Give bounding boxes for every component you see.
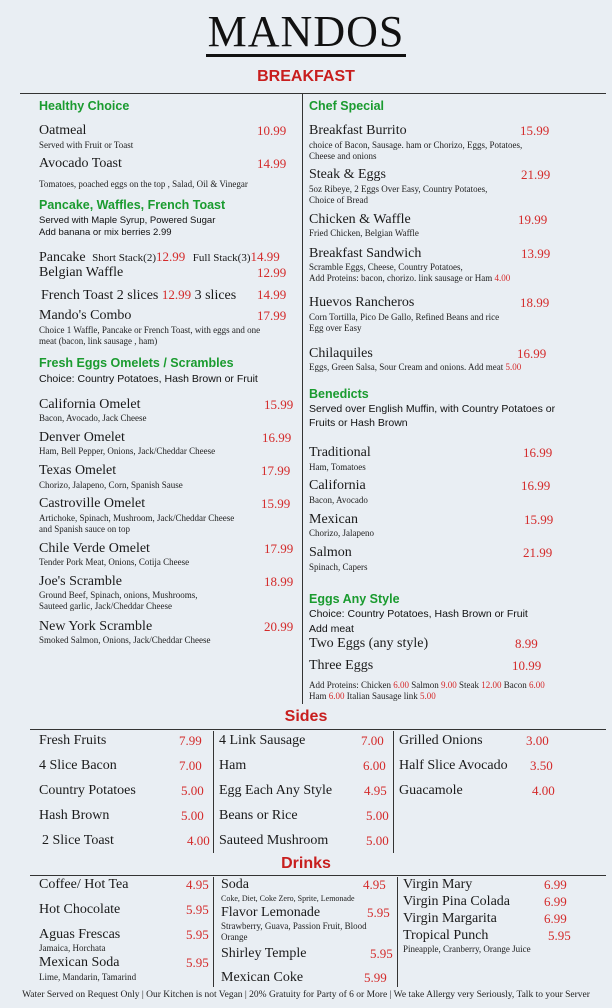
mexican-soda-name: Mexican Soda xyxy=(39,955,120,970)
column-divider xyxy=(302,94,303,704)
side-price: 4.00 xyxy=(187,833,210,848)
sides-title: Sides xyxy=(284,708,328,725)
mexican-soda-price: 5.95 xyxy=(186,955,209,970)
two-eggs-name: Two Eggs (any style) xyxy=(309,636,429,651)
side-item: Beans or Rice xyxy=(219,808,298,823)
side-price: 3.50 xyxy=(530,758,553,773)
side-item: Hash Brown xyxy=(39,808,110,823)
huevos-desc1: Corn Tortilla, Pico De Gallo, Refined Beans and rice xyxy=(309,312,500,322)
full-stack-label: Full Stack(3) xyxy=(192,252,251,264)
column-divider xyxy=(213,731,214,853)
omelet-price: 17.99 xyxy=(264,541,294,556)
aguas-price: 5.95 xyxy=(186,927,209,942)
avocado-toast-name: Avocado Toast xyxy=(39,156,122,171)
chicken-waffle-price: 19.99 xyxy=(518,212,548,227)
side-item: Country Potatoes xyxy=(39,783,136,798)
chilaquiles-meat-price: 5.00 xyxy=(505,362,522,372)
mexican-coke-name: Mexican Coke xyxy=(221,970,304,985)
short-stack-price: 12.99 xyxy=(156,249,186,264)
mexican-soda-desc: Lime, Mandarin, Tamarind xyxy=(39,972,137,982)
huevos-price: 18.99 xyxy=(520,295,550,310)
chocolate-price: 5.95 xyxy=(186,902,209,917)
omelet-name: Texas Omelet xyxy=(39,463,117,478)
omelet-name: Chile Verde Omelet xyxy=(39,541,150,556)
side-item: 4 Link Sausage xyxy=(219,733,306,748)
steak-eggs-desc2: Choice of Bread xyxy=(309,195,368,205)
virgin-mary-price: 6.99 xyxy=(544,877,567,892)
side-item: 4 Slice Bacon xyxy=(39,758,117,773)
aguas-name: Aguas Frescas xyxy=(39,927,121,942)
two-eggs-price: 8.99 xyxy=(515,636,538,651)
restaurant-logo: MANDOS xyxy=(207,7,405,56)
burrito-name: Breakfast Burrito xyxy=(309,123,407,138)
soda-desc: Coke, Diet, Coke Zero, Sprite, Lemonade xyxy=(221,894,355,903)
pancake-name: Pancake xyxy=(39,250,86,265)
flavor-lemonade-desc2: Orange xyxy=(221,932,248,942)
eggs-any-sub1: Choice: Country Potatoes, Hash Brown or Fruit xyxy=(309,608,528,620)
coffee-price: 4.95 xyxy=(186,877,209,892)
full-stack-price: 14.99 xyxy=(250,249,280,264)
pancake-row xyxy=(39,249,280,266)
benedict-name: Salmon xyxy=(309,545,352,560)
pancake-sub2: Add banana or mix berries 2.99 xyxy=(39,227,172,238)
chef-special-heading: Chef Special xyxy=(309,99,385,113)
drinks-title: Drinks xyxy=(281,855,331,872)
mexican-coke-price: 5.99 xyxy=(364,970,387,985)
side-price: 7.99 xyxy=(179,733,202,748)
mandos-combo-name: Mando's Combo xyxy=(39,308,132,323)
steak-eggs-desc1: 5oz Ribeye, 2 Eggs Over Easy, Country Potatoes, xyxy=(309,184,488,194)
benedicts-sub1: Served over English Muffin, with Country Potatoes or xyxy=(309,403,556,415)
benedicts-sub2: Fruits or Hash Brown xyxy=(309,417,408,429)
side-item: Egg Each Any Style xyxy=(219,783,333,798)
omelet-price: 17.99 xyxy=(261,463,291,478)
add-proteins-line2: Ham 6.00 Italian Sausage link 5.00 xyxy=(309,691,436,701)
benedict-desc: Chorizo, Jalapeno xyxy=(309,528,374,538)
benedict-desc: Ham, Tomatoes xyxy=(309,462,366,472)
virgin-pina-colada-name: Virgin Pina Colada xyxy=(403,894,511,909)
omelet-price: 20.99 xyxy=(264,619,294,634)
omelet-desc2: Sauteed garlic, Jack/Cheddar Cheese xyxy=(39,601,172,611)
french-toast-row xyxy=(41,287,236,304)
omelet-name: Joe's Scramble xyxy=(39,574,123,589)
footer-note: Water Served on Request Only | Our Kitchen is not Vegan | 20% Gratuity for Party of 6 or More | We take Allergy very Seriously, Talk to your Server xyxy=(22,990,590,1000)
pancake-sub1: Served with Maple Syrup, Powered Sugar xyxy=(39,215,216,226)
omelet-name: California Omelet xyxy=(39,397,141,412)
omelet-price: 16.99 xyxy=(262,430,292,445)
omelet-desc: Ground Beef, Spinach, onions, Mushrooms, xyxy=(39,590,198,600)
omelet-desc: Bacon, Avocado, Jack Cheese xyxy=(39,413,147,423)
omelet-name: New York Scramble xyxy=(39,619,153,634)
three-eggs-price: 10.99 xyxy=(512,658,542,673)
tropical-punch-name: Tropical Punch xyxy=(403,928,489,943)
mandos-combo-desc2: meat (bacon, link sausage , ham) xyxy=(39,336,158,346)
avocado-toast-desc: Tomatoes, poached eggs on the top , Salad, Oil & Vinegar xyxy=(39,179,248,189)
side-item: 2 Slice Toast xyxy=(42,833,114,848)
french-toast-label-3: 3 slices xyxy=(194,288,237,303)
side-price: 7.00 xyxy=(179,758,202,773)
breakfast-sandwich-desc1: Scramble Eggs, Cheese, Country Potatoes, xyxy=(309,262,463,272)
omelet-desc: Smoked Salmon, Onions, Jack/Cheddar Cheese xyxy=(39,635,211,645)
eggs-any-sub2: Add meat xyxy=(309,623,354,635)
omelet-price: 18.99 xyxy=(264,574,294,589)
burrito-price: 15.99 xyxy=(520,123,550,138)
omelet-price: 15.99 xyxy=(261,496,291,511)
omelet-desc: Tender Pork Meat, Onions, Cotija Cheese xyxy=(39,557,190,567)
pancake-heading: Pancake, Waffles, French Toast xyxy=(39,198,226,212)
tropical-punch-price: 5.95 xyxy=(548,928,571,943)
burrito-desc2: Cheese and onions xyxy=(309,151,377,161)
mandos-combo-desc1: Choice 1 Waffle, Pancake or French Toast, with eggs and one xyxy=(39,325,261,335)
flavor-lemonade-desc1: Strawberry, Guava, Passion Fruit, Blood xyxy=(221,921,367,931)
benedict-desc: Bacon, Avocado xyxy=(309,495,368,505)
virgin-mary-name: Virgin Mary xyxy=(403,877,473,892)
divider xyxy=(30,875,606,876)
french-toast-price-3: 14.99 xyxy=(257,287,287,302)
divider xyxy=(30,729,606,730)
side-price: 5.00 xyxy=(181,783,204,798)
side-item: Grilled Onions xyxy=(399,733,483,748)
french-toast-label: French Toast 2 slices xyxy=(41,288,159,303)
soda-price: 4.95 xyxy=(363,877,386,892)
shirley-temple-price: 5.95 xyxy=(370,946,393,961)
three-eggs-name: Three Eggs xyxy=(309,658,374,673)
breakfast-sandwich-desc2: Add Proteins: bacon, chorizo. link sausage or Ham 4.00 xyxy=(309,273,511,283)
french-toast-price-2: 12.99 xyxy=(161,287,192,302)
benedict-name: Mexican xyxy=(309,512,358,527)
side-price: 6.00 xyxy=(363,758,386,773)
chilaquiles-name: Chilaquiles xyxy=(309,346,373,361)
benedict-name: Traditional xyxy=(309,445,371,460)
omelet-price: 15.99 xyxy=(264,397,294,412)
breakfast-sandwich-name: Breakfast Sandwich xyxy=(309,246,422,261)
side-item: Ham xyxy=(219,758,247,773)
burrito-desc1: choice of Bacon, Sausage. ham or Chorizo, Eggs, Potatoes, xyxy=(309,140,523,150)
oatmeal-price: 10.99 xyxy=(257,123,287,138)
huevos-name: Huevos Rancheros xyxy=(309,295,415,310)
oatmeal-desc: Served with Fruit or Toast xyxy=(39,140,134,150)
omelet-desc: Chorizo, Jalapeno, Corn, Spanish Sause xyxy=(39,480,183,490)
short-stack-label: Short Stack(2) xyxy=(92,252,157,264)
benedict-name: California xyxy=(309,478,366,493)
side-price: 5.00 xyxy=(366,808,389,823)
omelet-desc: Ham, Bell Pepper, Onions, Jack/Cheddar Cheese xyxy=(39,446,216,456)
benedict-price: 21.99 xyxy=(523,545,553,560)
column-divider xyxy=(397,877,398,987)
omelet-name: Castroville Omelet xyxy=(39,496,146,511)
steak-eggs-name: Steak & Eggs xyxy=(309,167,386,182)
column-divider xyxy=(213,877,214,987)
benedicts-heading: Benedicts xyxy=(309,387,369,401)
oatmeal-name: Oatmeal xyxy=(39,123,87,138)
add-proteins-line1: Add Proteins: Chicken 6.00 Salmon 9.00 Steak 12.00 Bacon 6.00 xyxy=(309,680,545,690)
flavor-lemonade-price: 5.95 xyxy=(367,905,390,920)
huevos-desc2: Egg over Easy xyxy=(309,323,362,333)
coffee-name: Coffee/ Hot Tea xyxy=(39,877,129,892)
benedict-price: 16.99 xyxy=(521,478,551,493)
sandwich-protein-price: 4.00 xyxy=(494,273,511,283)
belgian-waffle-name: Belgian Waffle xyxy=(39,265,124,280)
side-item: Fresh Fruits xyxy=(39,733,107,748)
flavor-lemonade-name: Flavor Lemonade xyxy=(221,905,321,920)
chilaquiles-desc: Eggs, Green Salsa, Sour Cream and onions. Add meat 5.00 xyxy=(309,362,522,372)
tropical-punch-desc: Pineapple, Cranberry, Orange Juice xyxy=(403,944,531,954)
chicken-waffle-name: Chicken & Waffle xyxy=(309,212,411,227)
omelets-heading: Fresh Eggs Omelets / Scrambles xyxy=(39,356,234,370)
divider xyxy=(20,93,606,94)
virgin-margarita-price: 6.99 xyxy=(544,911,567,926)
breakfast-title: BREAKFAST xyxy=(257,68,355,85)
omelet-desc2: and Spanish sauce on top xyxy=(39,524,130,534)
omelets-sub: Choice: Country Potatoes, Hash Brown or Fruit xyxy=(39,373,258,385)
side-price: 5.00 xyxy=(181,808,204,823)
column-divider xyxy=(393,731,394,853)
shirley-temple-name: Shirley Temple xyxy=(221,946,307,961)
breakfast-sandwich-price: 13.99 xyxy=(521,246,551,261)
side-price: 4.95 xyxy=(364,783,387,798)
side-price: 3.00 xyxy=(526,733,549,748)
eggs-any-style-heading: Eggs Any Style xyxy=(309,592,400,606)
soda-name: Soda xyxy=(221,877,249,892)
steak-eggs-price: 21.99 xyxy=(521,167,551,182)
benedict-price: 15.99 xyxy=(524,512,554,527)
healthy-choice-heading: Healthy Choice xyxy=(39,99,130,113)
benedict-price: 16.99 xyxy=(523,445,553,460)
aguas-desc: Jamaica, Horchata xyxy=(39,943,106,953)
virgin-margarita-name: Virgin Margarita xyxy=(403,911,497,926)
virgin-pina-colada-price: 6.99 xyxy=(544,894,567,909)
side-price: 4.00 xyxy=(532,783,555,798)
chilaquiles-price: 16.99 xyxy=(517,346,547,361)
benedict-desc: Spinach, Capers xyxy=(309,562,368,572)
omelet-name: Denver Omelet xyxy=(39,430,125,445)
mandos-combo-price: 17.99 xyxy=(257,308,287,323)
side-price: 5.00 xyxy=(366,833,389,848)
side-item: Guacamole xyxy=(399,783,463,798)
side-item: Sauteed Mushroom xyxy=(219,833,329,848)
omelet-desc: Artichoke, Spinach, Mushroom, Jack/Cheddar Cheese xyxy=(39,513,235,523)
side-price: 7.00 xyxy=(361,733,384,748)
chocolate-name: Hot Chocolate xyxy=(39,902,121,917)
belgian-waffle-price: 12.99 xyxy=(257,265,287,280)
chicken-waffle-desc: Fried Chicken, Belgian Waffle xyxy=(309,228,419,238)
side-item: Half Slice Avocado xyxy=(399,758,508,773)
avocado-toast-price: 14.99 xyxy=(257,156,287,171)
